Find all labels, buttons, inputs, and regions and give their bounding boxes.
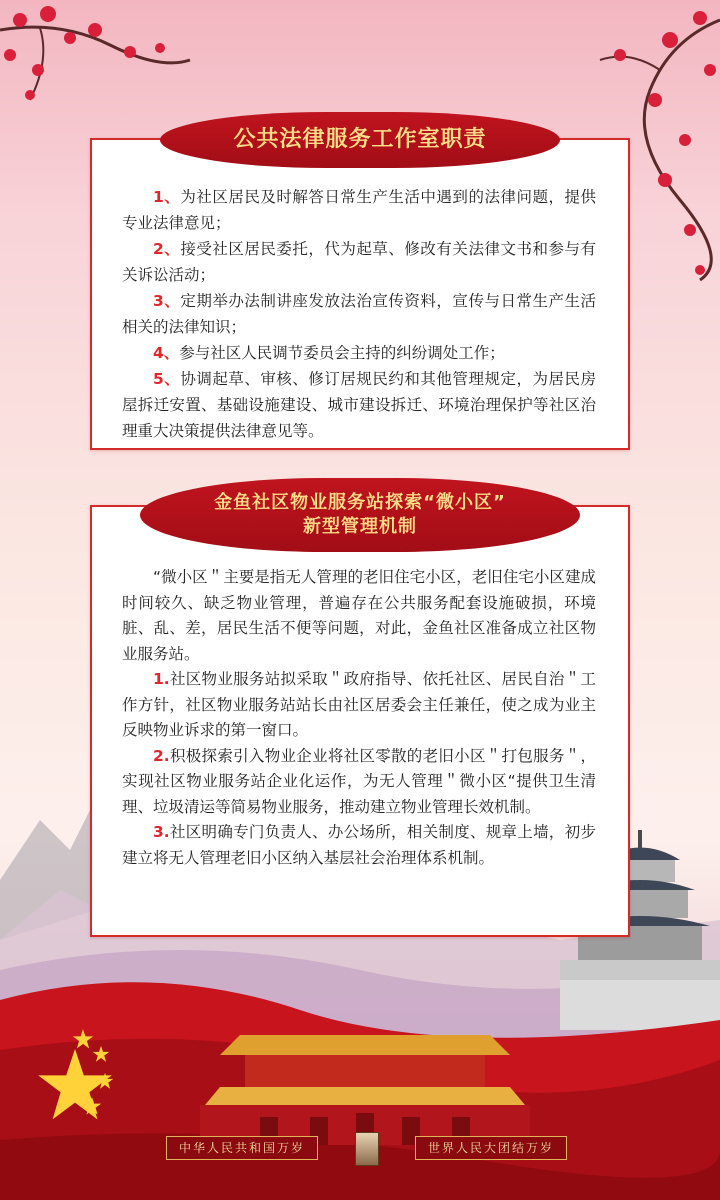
item-number: 2、	[153, 240, 181, 258]
five-pointed-star-icon	[82, 1096, 102, 1116]
slogan-left: 中华人民共和国万岁	[166, 1136, 318, 1160]
section2-title-banner	[140, 478, 580, 552]
item-number: 4、	[153, 344, 180, 362]
duty-item	[122, 184, 596, 236]
property-service-content	[122, 565, 596, 871]
tiananmen-gate-icon	[200, 1005, 530, 1145]
item-text: 定期举办法制讲座发放法治宣传资料，宣传与日常生产生活相关的法律知识；	[122, 292, 596, 336]
five-pointed-star-icon	[72, 1028, 94, 1050]
five-pointed-star-icon	[96, 1072, 114, 1090]
measure-item	[122, 667, 596, 744]
section1-title-banner	[160, 112, 560, 168]
measure-item	[122, 820, 596, 871]
item-text: 积极探索引入物业企业将社区零散的老旧小区＂打包服务＂，实现社区物业服务站企业化运作，为无人管理＂微小区“提供卫生清理、垃圾清运等简易物业服务，推动建立物业管理长效机制。	[122, 746, 596, 816]
duty-item	[122, 236, 596, 288]
duties-list	[122, 184, 596, 444]
slogan-right: 世界人民大团结万岁	[415, 1136, 567, 1160]
duty-item	[122, 288, 596, 340]
plum-blossom-branch-icon	[0, 0, 200, 120]
item-text: 社区物业服务站拟采取＂政府指导、依托社区、居民自治＂工作方针，社区物业服务站站长由社区居委会主任兼任，使之成为业主反映物业诉求的第一窗口。	[122, 670, 596, 739]
legal-service-duties-panel	[90, 138, 630, 450]
property-service-panel	[90, 505, 630, 937]
item-number: 2.	[153, 746, 170, 765]
section2-title	[214, 491, 506, 540]
item-number: 3、	[153, 292, 181, 310]
section2-title-line1: 金鱼社区物业服务站探索“微小区”	[214, 491, 506, 513]
item-text: 接受社区居民委托，代为起草、修改有关法律文书和参与有关诉讼活动；	[122, 240, 596, 284]
measure-item	[122, 744, 596, 821]
section2-title-line2: 新型管理机制	[302, 516, 417, 537]
item-number: 3.	[153, 823, 170, 841]
section1-title: 公共法律服务工作室职责	[233, 126, 487, 152]
portrait-icon	[355, 1132, 379, 1166]
item-number: 1、	[153, 188, 181, 206]
item-text: 为社区居民及时解答日常生产生活中遇到的法律问题，提供专业法律意见；	[122, 188, 596, 232]
item-text: 社区明确专门负责人、办公场所，相关制度、规章上墙，初步建立将无人管理老旧小区纳入基层社会治理体系机制。	[122, 823, 596, 867]
item-text: 协调起草、审核、修订居规民约和其他管理规定，为居民房屋拆迁安置、基础设施建设、城市建设拆迁、环境治理保护等社区治理重大决策提供法律意见等。	[122, 370, 596, 440]
item-number: 5、	[153, 370, 181, 388]
five-pointed-star-icon	[92, 1045, 110, 1063]
duty-item	[122, 340, 596, 366]
item-number: 1.	[153, 670, 170, 688]
intro-paragraph: “微小区＂主要是指无人管理的老旧住宅小区，老旧住宅小区建成时间较久、缺乏物业管理，普遍存在公共服务配套设施破损，环境脏、乱、差，居民生活不便等问题，对此，金鱼社区准备成立社区物业服务站。	[122, 568, 596, 663]
duty-item	[122, 366, 596, 444]
item-text: 参与社区人民调节委员会主持的纠纷调处工作；	[179, 344, 505, 362]
